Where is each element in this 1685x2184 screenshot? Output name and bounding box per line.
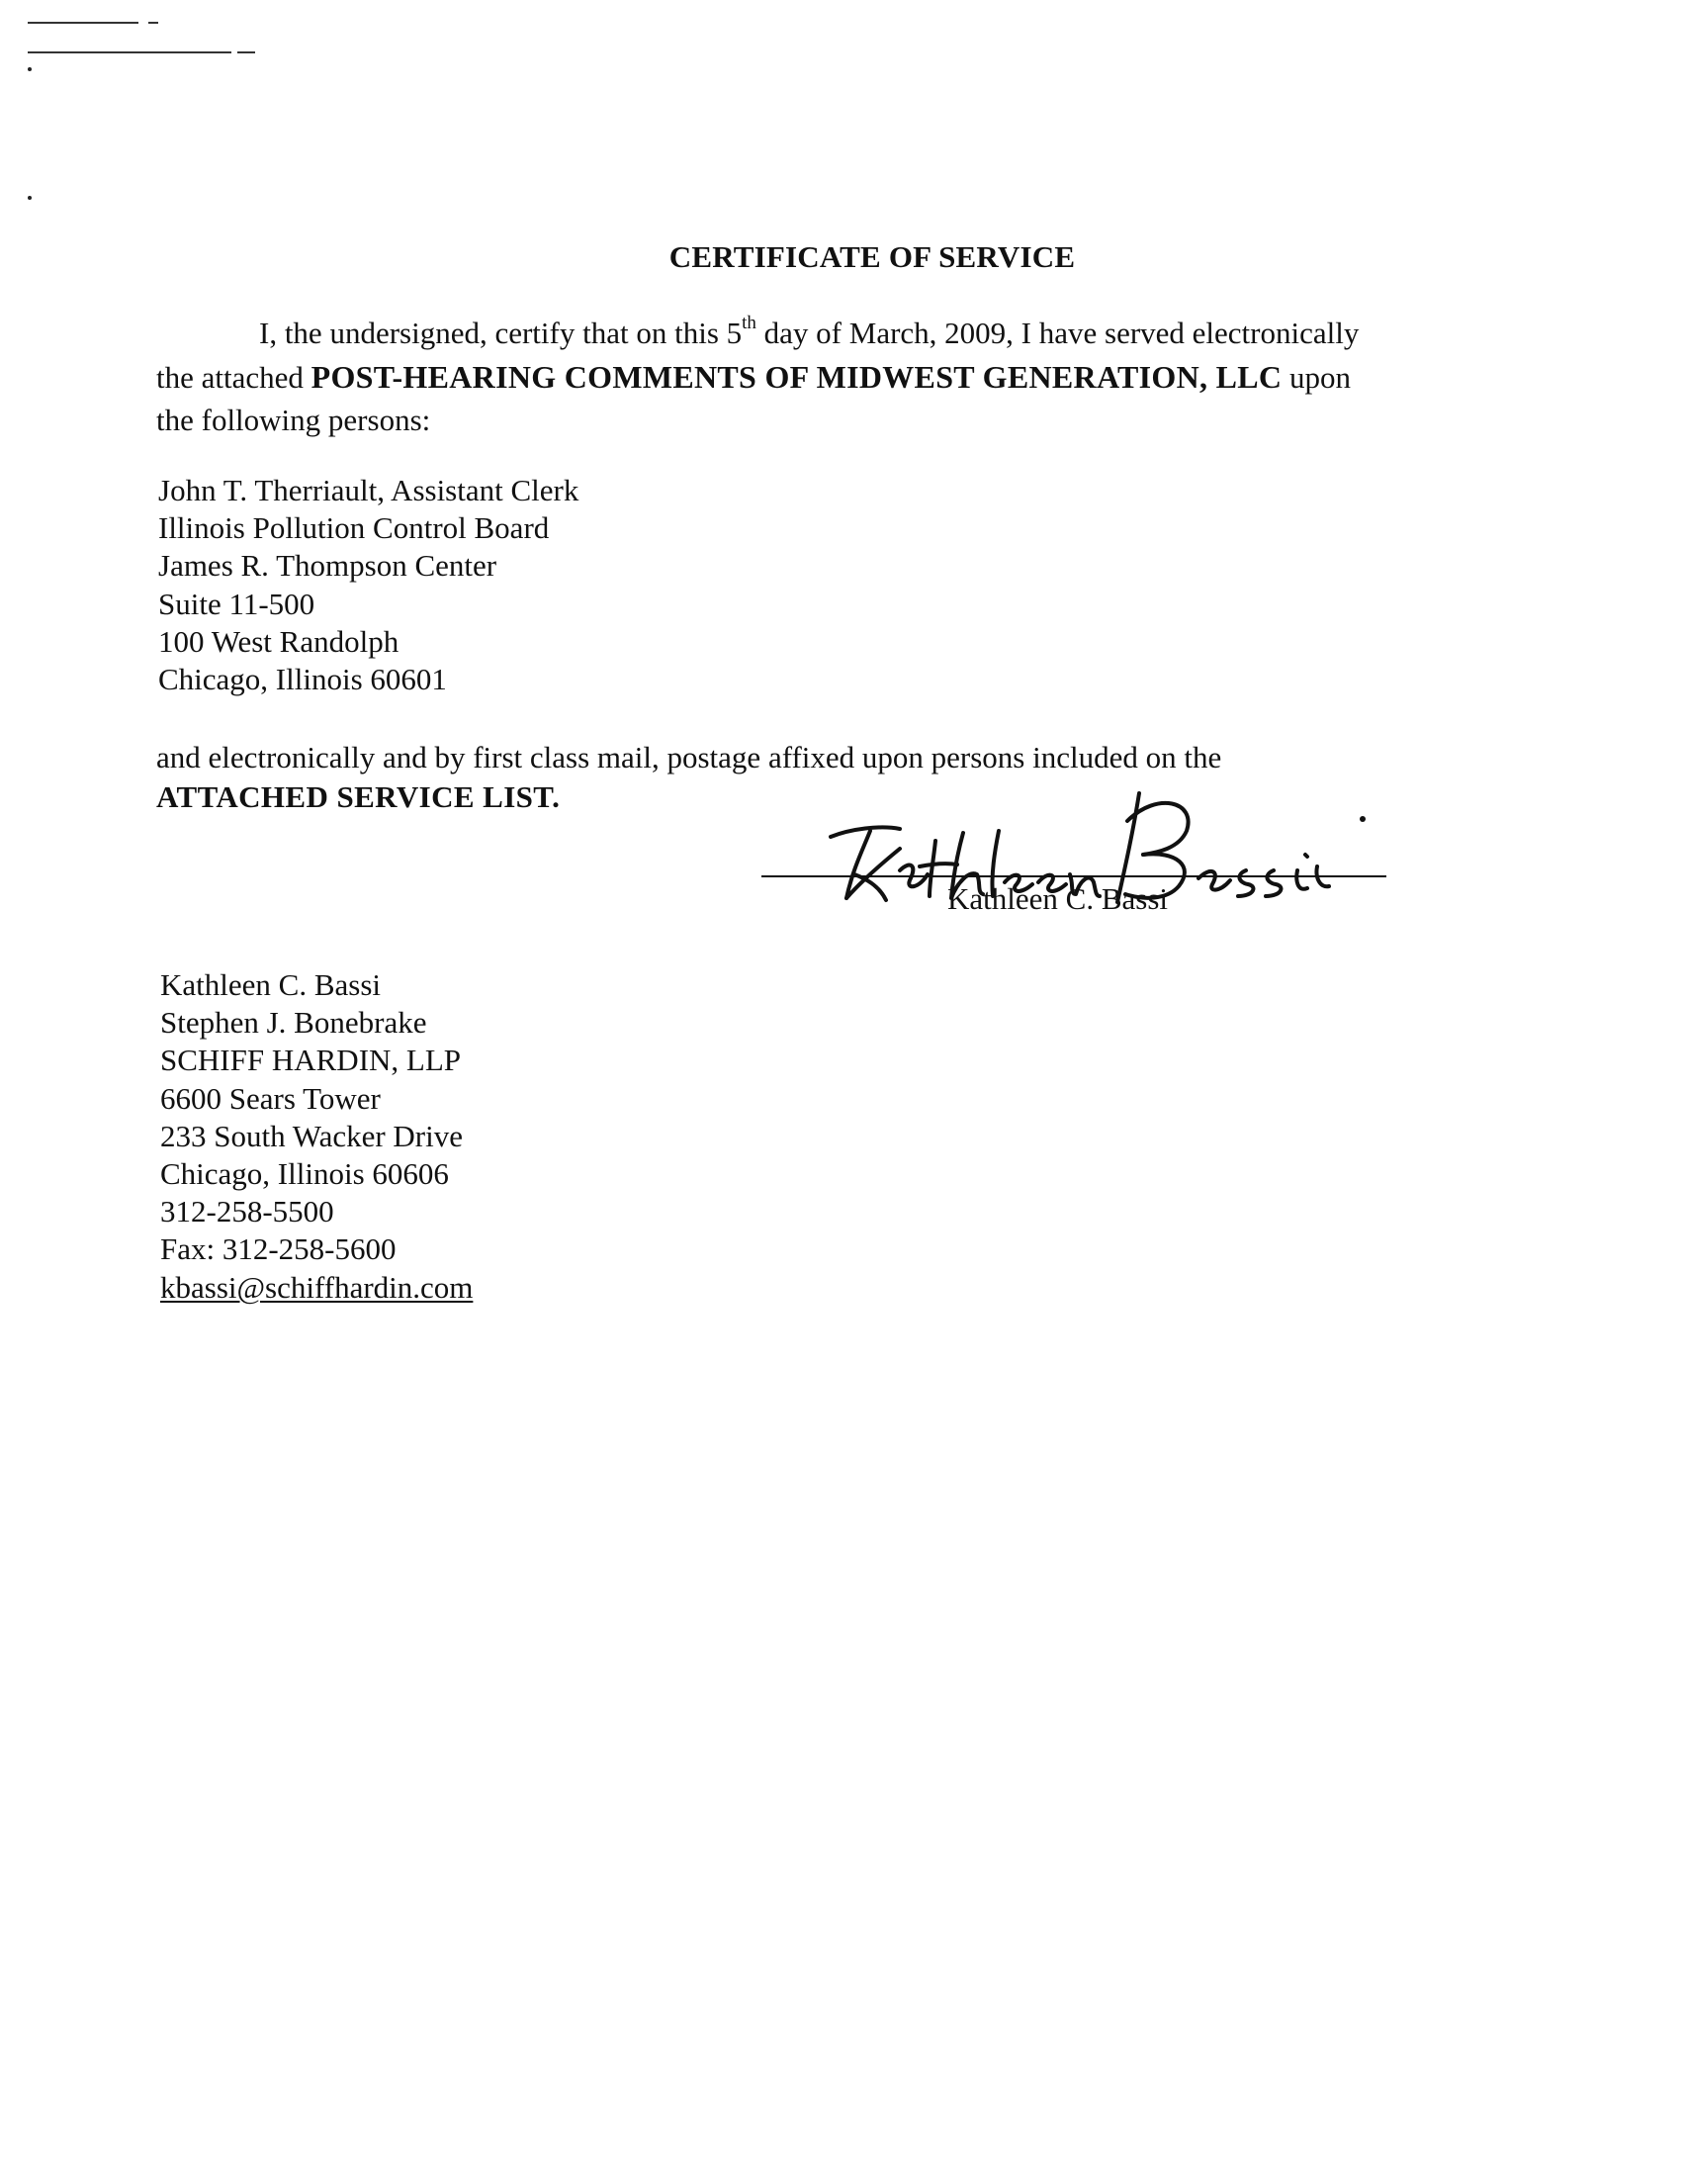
scan-artifact-dot xyxy=(28,67,32,71)
email-link[interactable]: kbassi@schiffhardin.com xyxy=(160,1269,474,1305)
document-title-text: CERTIFICATE OF SERVICE xyxy=(668,239,1076,274)
firm-line: 6600 Sears Tower xyxy=(160,1080,381,1116)
scan-artifact-line xyxy=(28,22,138,24)
address-line: James R. Thompson Center xyxy=(158,548,497,584)
intro-line-1-rest: day of March, 2009, I have served electronically xyxy=(755,316,1360,350)
intro-line-2 xyxy=(156,358,1351,397)
firm-line: SCHIFF HARDIN, LLP xyxy=(160,1043,462,1078)
firm-line: Stephen J. Bonebrake xyxy=(160,1005,427,1041)
firm-line: Kathleen C. Bassi xyxy=(160,967,381,1002)
intro-line-1 xyxy=(259,312,1360,352)
service-list-reference: ATTACHED SERVICE LIST xyxy=(156,779,553,814)
ordinal-suffix: th xyxy=(742,312,756,333)
closing-line-1: and electronically and by first class mail, postage affixed upon persons included on the xyxy=(156,740,1222,774)
document-title xyxy=(0,239,1685,275)
firm-line: 233 South Wacker Drive xyxy=(160,1118,464,1153)
scan-artifact-line xyxy=(148,22,158,24)
address-line: Chicago, Illinois 60601 xyxy=(158,662,447,697)
intro-line-2-suffix: upon xyxy=(1282,360,1352,395)
address-line: Illinois Pollution Control Board xyxy=(158,510,550,546)
recipient-address xyxy=(158,472,578,698)
signer-printed-name: Kathleen C. Bassi xyxy=(947,881,1168,916)
scan-artifact-dot xyxy=(28,196,32,200)
firm-contact-block xyxy=(160,966,473,1307)
fax-number: Fax: 312-258-5600 xyxy=(160,1231,397,1267)
document-reference: POST-HEARING COMMENTS OF MIDWEST GENERATION, LLC xyxy=(310,359,1283,395)
closing-period: . xyxy=(552,779,561,814)
scan-artifact-line xyxy=(28,51,231,53)
signature-line xyxy=(761,875,1386,877)
intro-line-1-text: I, the undersigned, certify that on this 5 xyxy=(259,316,743,350)
address-line: Suite 11-500 xyxy=(158,586,315,621)
intro-line-3: the following persons: xyxy=(156,403,431,437)
closing-line-2 xyxy=(156,778,560,816)
intro-line-2-prefix: the attached xyxy=(156,360,311,395)
address-line: John T. Therriault, Assistant Clerk xyxy=(158,473,579,507)
address-line: 100 West Randolph xyxy=(158,623,399,659)
firm-line: Chicago, Illinois 60606 xyxy=(160,1156,449,1192)
phone-number: 312-258-5500 xyxy=(160,1194,334,1229)
scan-artifact-line xyxy=(237,51,255,53)
